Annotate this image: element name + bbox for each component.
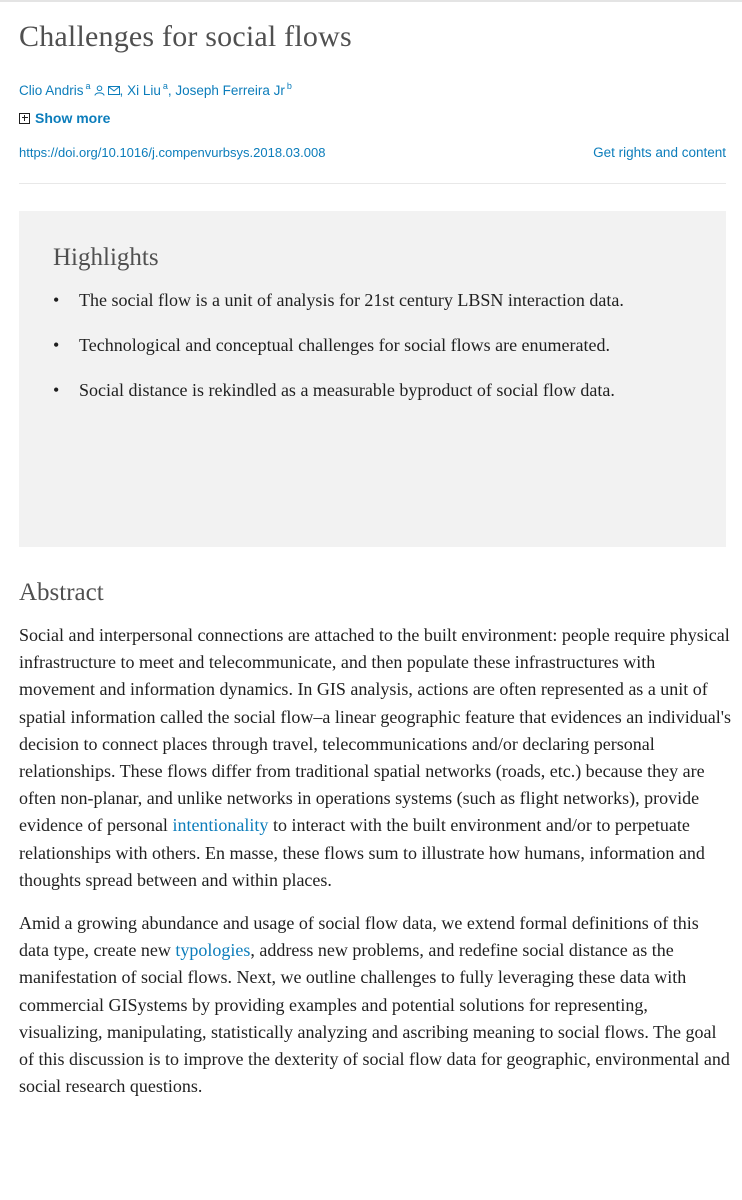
abstract-paragraph: Social and interpersonal connections are attached to the built environment: people require physical infrastructure to meet and telecommunicate, and then populate these infrastructures with movement and information dynamics. In GIS analysis, actions are often represented as a unit of spatial information called the social flow–a linear geographic feature that evidences an individual's decision to connect places through travel, telecommunications and/or declaring personal relationships. These flows differ from traditional spatial networks (roads, etc.) because they are often non-planar, and unlike networks in operations systems (such as flight networks), provide evidence of personal intentionality to interact with the built environment and/or to perpetuate relationships with others. En masse, these flows sum to illustrate how humans, information and thoughts spread between and within places. xyxy=(19,625,731,890)
person-icon[interactable] xyxy=(94,84,105,99)
author-list: Clio Andris $^a$ , Xi Liu $^a$, Joseph Ferreira Jr $^b$ xyxy=(19,81,292,98)
highlight-item: • Social distance is rekindled as a measurable byproduct of social flow data. xyxy=(53,377,693,404)
highlight-item: • The social flow is a unit of analysis for 21st century LBSN interaction data. xyxy=(53,287,693,314)
section-divider xyxy=(19,183,726,184)
author-link-andris[interactable]: Clio Andris $^a$ xyxy=(19,81,91,98)
doi-link[interactable]: https://doi.org/10.1016/j.compenvurbsys.2018.03.008 xyxy=(19,145,326,160)
highlights-heading: Highlights xyxy=(53,244,159,271)
highlight-item: • Technological and conceptual challenges for social flows are enumerated. xyxy=(53,332,693,359)
email-icon[interactable] xyxy=(108,84,120,99)
expand-plus-icon xyxy=(19,113,30,124)
bullet-icon: • xyxy=(53,380,60,400)
author-link-ferreira[interactable]: Joseph Ferreira Jr $^b$ xyxy=(175,81,292,98)
typologies-link[interactable]: typologies xyxy=(175,940,251,961)
abstract-body xyxy=(19,622,731,1116)
bullet-icon: • xyxy=(53,290,60,310)
highlights-box xyxy=(19,211,726,547)
abstract-paragraph: Amid a growing abundance and usage of social flow data, we extend formal definitions of this data type, create new typologies, address new problems, and redefine social distance as the manifestation of social flows. Next, we outline challenges to fully leveraging these data with commercial GISystems by providing examples and potential solutions for representing, visualizing, manipulating, statistically analyzing and ascribing meaning to social flows. The goal of this discussion is to improve the dexterity of social flow data for geographic, environmental and social research questions. xyxy=(19,913,730,1097)
show-more-label: Show more xyxy=(35,110,111,126)
bullet-icon: • xyxy=(53,335,60,355)
top-divider xyxy=(0,0,742,2)
article-title: Challenges for social flows xyxy=(19,20,352,53)
author-link-liu[interactable]: Xi Liu $^a$ xyxy=(127,81,168,98)
intentionality-link[interactable]: intentionality xyxy=(172,815,269,836)
abstract-heading: Abstract xyxy=(19,579,104,606)
rights-link[interactable]: Get rights and content xyxy=(593,145,726,160)
highlights-list xyxy=(53,287,693,422)
show-more-button[interactable] xyxy=(19,110,110,126)
